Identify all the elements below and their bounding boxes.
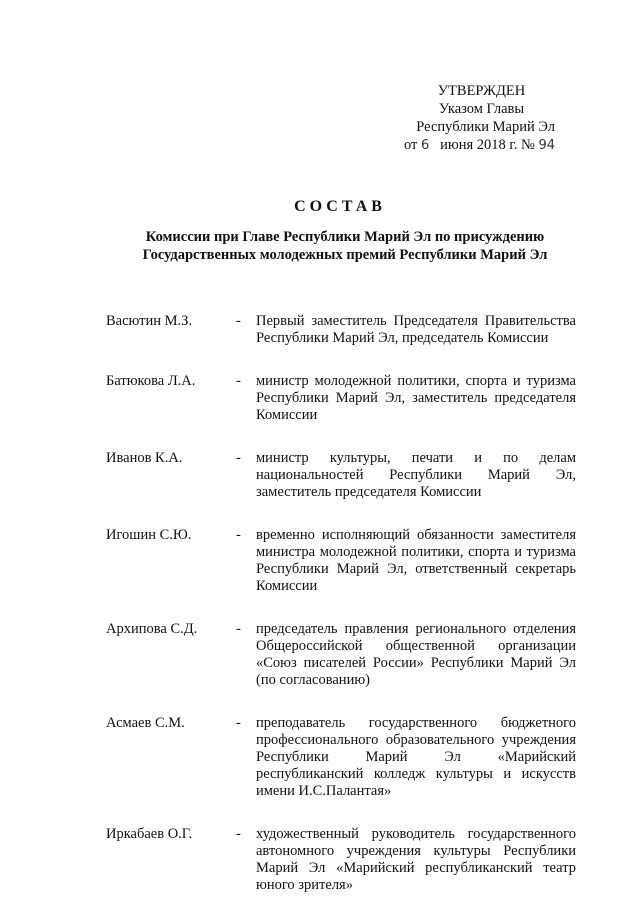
member-name: Батюкова Л.А. (106, 373, 196, 389)
member-role: преподаватель государственного бюджетного профессионального образовательного учреждения Республики Марий Эл «Марийский республиканский колледж культуры и искусств имени И.С.Палантая» (256, 715, 576, 799)
member-dash: - (236, 450, 241, 466)
member-name: Иванов К.А. (106, 450, 183, 466)
approval-region: Республики Марий Эл (416, 119, 555, 135)
member-role: председатель правления регионального отделения Общероссийской общественной организации «Союз писателей России» Республики Марий Эл (по согласованию) (256, 621, 576, 688)
document-title: СОСТАВ (294, 198, 386, 215)
member-dash: - (236, 621, 241, 637)
member-row (106, 450, 576, 501)
member-dash: - (236, 715, 241, 731)
member-dash: - (236, 826, 241, 842)
member-dash: - (236, 527, 241, 543)
approval-block (380, 82, 555, 155)
member-role: министр молодежной политики, спорта и туризма Республики Марий Эл, заместитель председателя Комиссии (256, 373, 576, 423)
member-row (106, 621, 576, 689)
member-role: временно исполняющий обязанности заместителя министра молодежной политики, спорта и туризма Республики Марий Эл, ответственный секретарь Комиссии (256, 527, 576, 594)
approval-issuer: Указом Главы (438, 101, 525, 117)
member-name: Игошин С.Ю. (106, 527, 192, 543)
member-name: Асмаев С.М. (106, 715, 185, 731)
approval-date-prefix: от (403, 137, 418, 153)
member-row (106, 826, 576, 894)
approval-date-middle: июня 2018 г. № (440, 137, 535, 153)
members-list (106, 313, 576, 894)
member-row (106, 373, 576, 424)
subtitle-line-2: Государственных молодежных премий Республики Марий Эл (142, 247, 548, 263)
member-dash: - (236, 313, 241, 329)
member-role: Первый заместитель Председателя Правительства Республики Марий Эл, председатель Комиссии (256, 313, 576, 346)
member-row (106, 527, 576, 595)
member-name: Архипова С.Д. (106, 621, 198, 637)
member-name: Васютин М.З. (106, 313, 193, 329)
approval-number: 94 (538, 138, 555, 153)
member-row (106, 313, 576, 347)
member-dash: - (236, 373, 241, 389)
approval-heading: УТВЕРЖДЕН (437, 83, 526, 99)
document-subtitle (80, 228, 610, 264)
member-role: министр культуры, печати и по делам национальностей Республики Марий Эл, заместитель председателя Комиссии (256, 450, 576, 500)
member-row (106, 715, 576, 800)
approval-day: 6 (421, 138, 430, 153)
approval-date-line (380, 136, 555, 155)
subtitle-line-1: Комиссии при Главе Республики Марий Эл по присуждению (145, 229, 545, 245)
member-role: художественный руководитель государственного автономного учреждения культуры Республики Марий Эл «Марийский республиканский театр юного зрителя» (256, 826, 576, 893)
member-name: Иркабаев О.Г. (106, 826, 193, 842)
